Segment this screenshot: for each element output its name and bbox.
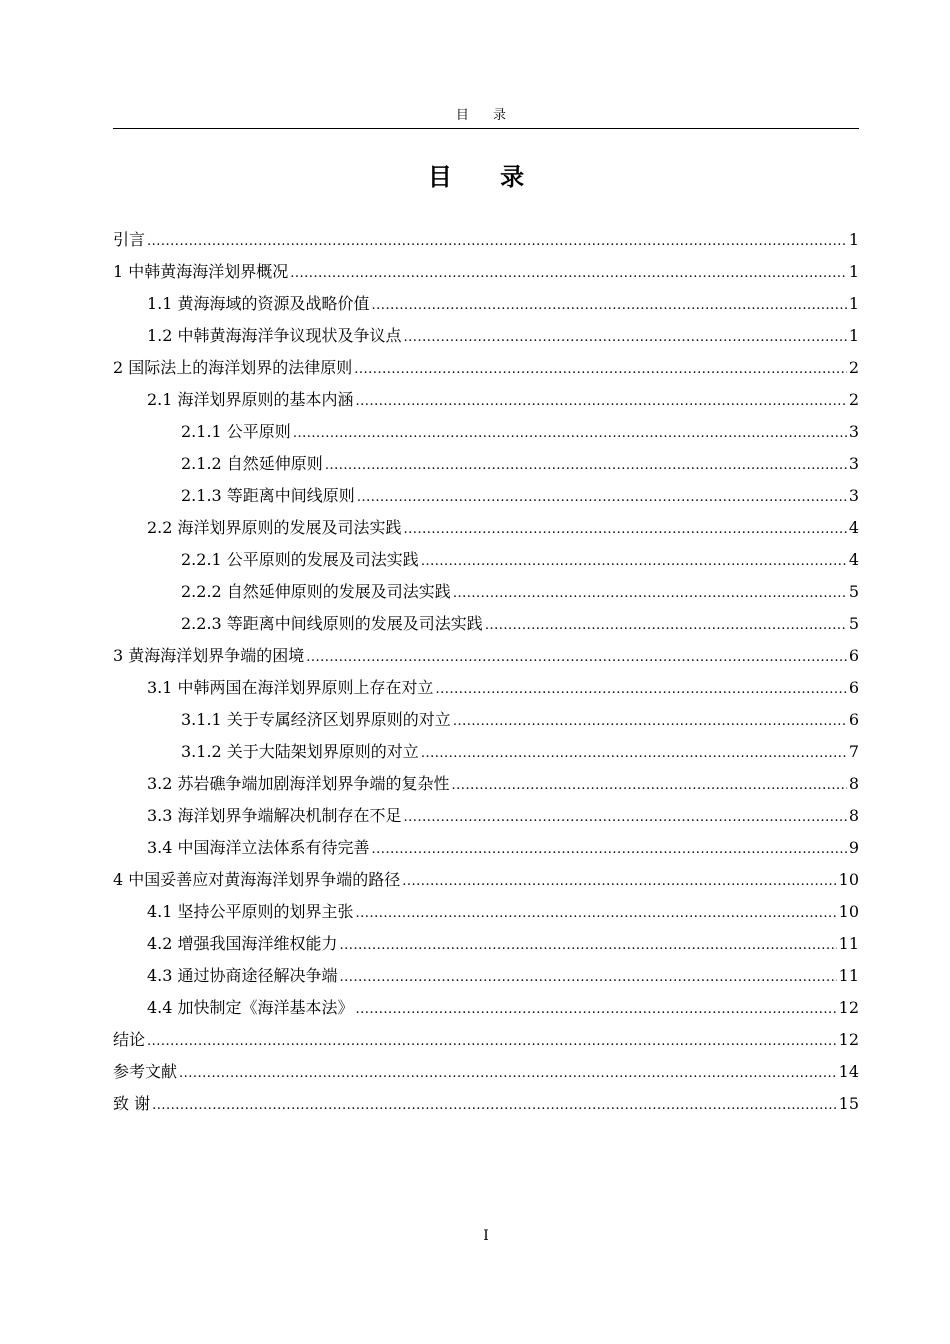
toc-entry-page: 3 [848, 454, 859, 473]
toc-leader [372, 288, 847, 322]
toc-leader [306, 640, 847, 674]
page-number: I [483, 1228, 489, 1244]
toc-entry-label: 1.2 中韩黄海海洋争议现状及争议点 [147, 326, 402, 345]
toc-entry[interactable] [113, 288, 859, 320]
toc-entry-page: 6 [848, 678, 859, 697]
toc-entry-label: 2 国际法上的海洋划界的法律原则 [113, 358, 353, 377]
toc-entry-page: 1 [848, 294, 859, 313]
toc-entry-label: 2.1 海洋划界原则的基本内涵 [147, 390, 354, 409]
toc-entry-label: 2.1.3 等距离中间线原则 [181, 486, 355, 505]
toc-leader [147, 1024, 837, 1058]
toc-entry-label: 3.1.1 关于专属经济区划界原则的对立 [181, 710, 451, 729]
toc-entry-page: 4 [848, 550, 859, 569]
toc-entry-label: 致 谢 [113, 1094, 151, 1113]
toc-leader [152, 1088, 837, 1122]
toc-entry[interactable] [113, 416, 859, 448]
toc-leader [453, 704, 847, 738]
toc-leader [290, 256, 847, 290]
toc-entry-page: 1 [848, 326, 859, 345]
toc-entry[interactable] [113, 1024, 859, 1056]
toc-leader [357, 480, 847, 514]
toc-entry-label: 参考文献 [113, 1062, 178, 1081]
toc-leader [293, 416, 847, 450]
toc-leader [402, 864, 836, 898]
toc-entry-page: 11 [838, 934, 859, 953]
toc-entry-page: 14 [838, 1062, 859, 1081]
toc-entry-page: 10 [838, 902, 859, 921]
toc-leader [452, 768, 847, 802]
toc-entry[interactable] [113, 928, 859, 960]
toc-entry[interactable] [113, 864, 859, 896]
toc-entry-label: 3.4 中国海洋立法体系有待完善 [147, 838, 370, 857]
toc-entry-page: 10 [838, 870, 859, 889]
toc-entry[interactable] [113, 576, 859, 608]
toc-leader [354, 352, 847, 386]
toc-entry-page: 12 [838, 998, 859, 1017]
toc-entry-label: 1.1 黄海海域的资源及战略价值 [147, 294, 370, 313]
toc-entry[interactable] [113, 480, 859, 512]
toc-leader [356, 384, 847, 418]
toc-entry[interactable] [113, 896, 859, 928]
toc-entry-page: 6 [848, 646, 859, 665]
page-title: 目 录 [427, 163, 545, 191]
toc-leader [404, 320, 847, 354]
toc-leader [325, 448, 847, 482]
toc-entry-page: 12 [838, 1030, 859, 1049]
toc-entry[interactable] [113, 960, 859, 992]
running-header: 目 录 [455, 108, 517, 123]
toc-entry[interactable] [113, 832, 859, 864]
toc-entry-label: 4.2 增强我国海洋维权能力 [147, 934, 338, 953]
toc-leader [404, 512, 847, 546]
toc-leader [485, 608, 847, 642]
toc-entry[interactable] [113, 736, 859, 768]
toc-entry-page: 4 [848, 518, 859, 537]
toc-entry-page: 11 [838, 966, 859, 985]
toc-entry[interactable] [113, 992, 859, 1024]
toc-entry[interactable] [113, 672, 859, 704]
toc-entry[interactable] [113, 640, 859, 672]
toc-leader [356, 992, 837, 1026]
toc-entry-page: 7 [848, 742, 859, 761]
toc-entry-label: 3.2 苏岩礁争端加剧海洋划界争端的复杂性 [147, 774, 450, 793]
toc-entry-label: 2.2.2 自然延伸原则的发展及司法实践 [181, 582, 451, 601]
toc-entry[interactable] [113, 1056, 859, 1088]
toc-entry[interactable] [113, 544, 859, 576]
toc-leader [453, 576, 847, 610]
toc-entry-page: 5 [848, 614, 859, 633]
toc-entry-label: 3.1.2 关于大陆架划界原则的对立 [181, 742, 419, 761]
toc-entry[interactable] [113, 800, 859, 832]
toc-leader [436, 672, 847, 706]
toc-entry[interactable] [113, 704, 859, 736]
toc-entry[interactable] [113, 352, 859, 384]
toc-entry-page: 3 [848, 422, 859, 441]
header-rule [113, 128, 859, 129]
toc-entry-label: 4 中国妥善应对黄海海洋划界争端的路径 [113, 870, 401, 889]
toc-entry-page: 3 [848, 486, 859, 505]
toc-entry-label: 2.2 海洋划界原则的发展及司法实践 [147, 518, 402, 537]
toc-entry-label: 结论 [113, 1030, 146, 1049]
toc-entry-label: 2.2.3 等距离中间线原则的发展及司法实践 [181, 614, 483, 633]
toc-entry-label: 引言 [113, 230, 146, 249]
toc-leader [421, 544, 847, 578]
toc-entry[interactable] [113, 608, 859, 640]
toc-entry-page: 8 [848, 774, 859, 793]
toc-entry-page: 5 [848, 582, 859, 601]
toc-entry-page: 1 [848, 262, 859, 281]
toc-entry[interactable] [113, 320, 859, 352]
toc-leader [356, 896, 837, 930]
toc-leader [340, 960, 837, 994]
toc-entry[interactable] [113, 224, 859, 256]
toc-entry-page: 6 [848, 710, 859, 729]
toc-leader [372, 832, 847, 866]
toc-entry-page: 2 [848, 358, 859, 377]
toc-entry-label: 2.1.2 自然延伸原则 [181, 454, 323, 473]
table-of-contents [113, 224, 859, 1120]
toc-entry-page: 15 [838, 1094, 859, 1113]
toc-entry-label: 4.1 坚持公平原则的划界主张 [147, 902, 354, 921]
toc-entry-label: 2.1.1 公平原则 [181, 422, 291, 441]
toc-entry-label: 4.4 加快制定《海洋基本法》 [147, 998, 354, 1017]
toc-entry[interactable] [113, 768, 859, 800]
toc-entry-page: 8 [848, 806, 859, 825]
toc-entry-page: 9 [848, 838, 859, 857]
toc-entry-page: 2 [848, 390, 859, 409]
toc-leader [147, 224, 847, 258]
toc-leader [421, 736, 847, 770]
toc-entry-page: 1 [848, 230, 859, 249]
toc-entry-label: 1 中韩黄海海洋划界概况 [113, 262, 289, 281]
toc-entry-label: 2.2.1 公平原则的发展及司法实践 [181, 550, 419, 569]
toc-leader [404, 800, 847, 834]
toc-entry[interactable] [113, 384, 859, 416]
toc-entry[interactable] [113, 1088, 859, 1120]
toc-leader [340, 928, 837, 962]
toc-entry[interactable] [113, 512, 859, 544]
toc-entry[interactable] [113, 256, 859, 288]
toc-entry-label: 3 黄海海洋划界争端的困境 [113, 646, 305, 665]
toc-entry-label: 3.3 海洋划界争端解决机制存在不足 [147, 806, 402, 825]
toc-entry-label: 3.1 中韩两国在海洋划界原则上存在对立 [147, 678, 434, 697]
toc-entry[interactable] [113, 448, 859, 480]
toc-entry-label: 4.3 通过协商途径解决争端 [147, 966, 338, 985]
toc-leader [179, 1056, 837, 1090]
